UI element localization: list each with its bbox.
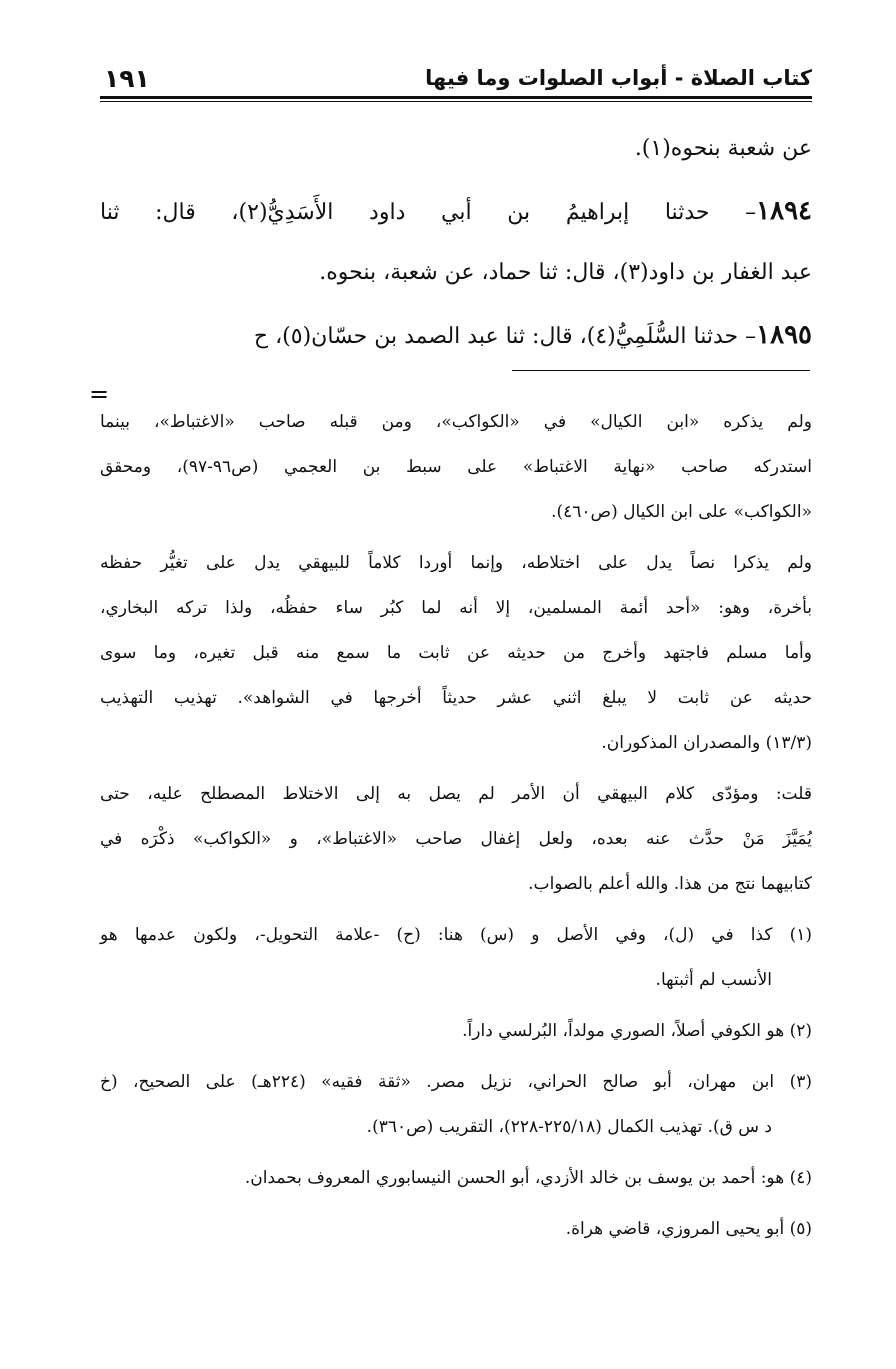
- main-line-text: عبد الغفار بن داود(٣)، قال: ثنا حماد، عن شعبة، بنحوه.: [319, 260, 812, 285]
- footnote-line: ولم يذكرا نصاً يدل على اختلاطه، وإنما أوردا كلاماً للبيهقي يدل على تغيُّر حفظه: [100, 553, 812, 573]
- footnote-line: حديثه عن ثابت لا يبلغ اثني عشر حديثاً أخرجها في الشواهد». تهذيب التهذيب: [100, 688, 812, 708]
- footnote-line: «الكواكب» على ابن الكيال (ص٤٦٠).: [551, 502, 812, 522]
- continuation-mark: =: [89, 380, 110, 408]
- footnote-line: (٤) هو: أحمد بن يوسف بن خالد الأزدي، أبو الحسن النيسابوري المعروف بحمدان.: [244, 1168, 812, 1188]
- footnote-line: الأنسب لم أثبتها.: [655, 970, 772, 990]
- footnote-line: (١) كذا في (ل)، وفي الأصل و (س) هنا: (ح) -علامة التحويل-، ولكون عدمها هو: [100, 925, 812, 945]
- header-rule-thin: [100, 101, 812, 102]
- footnote-line: قلت: ومؤدّى كلام البيهقي أن الأمر لم يصل به إلى الاختلاط المصطلح عليه، حتى: [100, 784, 812, 804]
- main-line: [100, 118, 812, 180]
- footnote-line: كتابيهما نتج من هذا. والله أعلم بالصواب.: [528, 874, 812, 894]
- hadith-number: ١٨٩٥: [756, 320, 812, 350]
- main-line: [100, 242, 812, 304]
- footnote-line: (٢) هو الكوفي أصلاً، الصوري مولداً، البُرلسي داراً.: [462, 1021, 812, 1041]
- main-line-text: عن شعبة بنحوه(١).: [634, 136, 812, 161]
- main-line: [100, 180, 812, 242]
- hadith-number: ١٨٩٤: [756, 196, 812, 226]
- footnote-line: (١٣/٣) والمصدران المذكوران.: [601, 733, 812, 753]
- footnote-line: (٣) ابن مهران، أبو صالح الحراني، نزيل مصر. «ثقة فقيه» (٢٢٤هـ) على الصحيح، (خ: [100, 1072, 812, 1092]
- main-line-text: – حدثنا إبراهيمُ بن أبي داود الأَسَدِيُّ(٢)، قال: ثنا: [100, 200, 757, 225]
- footnotes: [100, 400, 812, 1252]
- footnote-line: استدركه صاحب «نهاية الاغتباط» على سبط بن العجمي (ص٩٦-٩٧)، ومحقق: [100, 457, 812, 477]
- main-line-text: – حدثنا السُّلَمِيُّ(٤)، قال: ثنا عبد الصمد بن حسّان(٥)، ح: [253, 324, 757, 349]
- footnote-line: د س ق). تهذيب الكمال (٢٢٥/١٨-٢٢٨)، التقريب (ص٣٦٠).: [366, 1117, 772, 1137]
- footnote-line: وأما مسلم فاجتهد وأخرج من حديثه عن ثابت ما سمع منه قبل تغيره، وما سوى: [100, 643, 812, 663]
- running-header: [100, 58, 812, 94]
- footnote-separator: [512, 370, 810, 371]
- header-rule-thick: [100, 96, 812, 99]
- running-title: كتاب الصلاة - أبواب الصلوات وما فيها: [425, 66, 812, 90]
- footnote-line: بأخرة، وهو: «أحد أئمة المسلمين، إلا أنه لما كبُر ساء حفظُه، ولذا تركه البخاري،: [100, 598, 812, 618]
- main-line: [100, 304, 812, 366]
- page-number: ١٩١: [104, 64, 150, 93]
- main-text: [100, 118, 812, 366]
- footnote-line: يُمَيَّزَ مَنْ حدَّث عنه بعده، ولعل إغفال صاحب «الاغتباط»، و «الكواكب» ذكْرَه في: [100, 829, 812, 849]
- footnote-line: ولم يذكره «ابن الكيال» في «الكواكب»، ومن قبله صاحب «الاغتباط»، بينما: [100, 412, 812, 432]
- footnote-line: (٥) أبو يحيى المروزي، قاضي هراة.: [565, 1219, 812, 1239]
